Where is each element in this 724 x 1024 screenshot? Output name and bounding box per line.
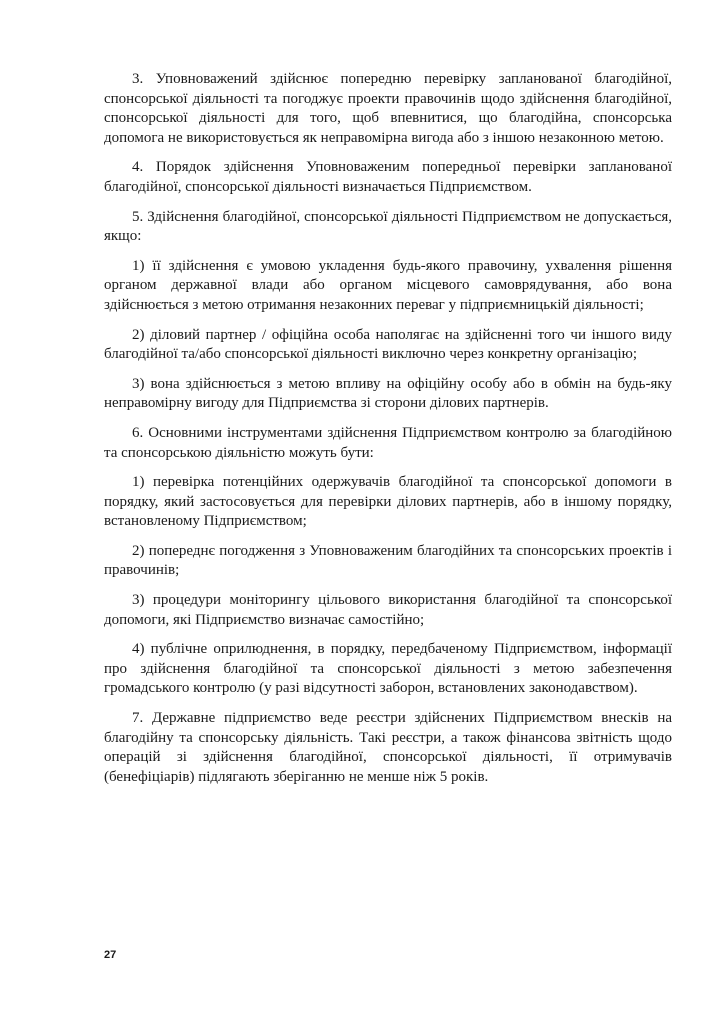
paragraph-clause-5: 5. Здійснення благодійної, спонсорської діяльності Підприємством не допускається, якщо: (104, 208, 672, 245)
paragraph-clause-4: 4. Порядок здійснення Уповноваженим попередньої перевірки запланованої благодійної, спонсорської діяльності визначається Підприємством. (104, 159, 672, 195)
page-number: 27 (104, 949, 117, 961)
paragraph-clause-6-item-4: 4) публічне оприлюднення, в порядку, передбаченому Підприємством, інформації про здійснення благодійної та спонсорської діяльності з метою забезпечення громадського контролю (у разі відсутності заборон, встановлених законодавством). (104, 641, 672, 697)
paragraph-clause-7: 7. Державне підприємство веде реєстри здійснених Підприємством внесків на благодійну та спонсорську діяльність. Такі реєстри, а також фінансова звітність щодо операцій зі здійснення благодійної, спонсорської діяльності, її отримувачів (бенефіціарів) підлягають зберіганню не менше ніж 5 років. (104, 710, 672, 785)
paragraph-clause-6-item-2: 2) попереднє погодження з Уповноваженим благодійних та спонсорських проектів і правочинів; (104, 542, 672, 579)
paragraph-clause-5-item-1: 1) її здійснення є умовою укладення будь-якого правочину, ухвалення рішення органом державної влади або органом місцевого самоврядування, або вона здійснюється з метою отримання незаконних переваг у підприємницькій діяльності; (104, 257, 672, 313)
paragraph-clause-3: 3. Уповноважений здійснює попередню перевірку запланованої благодійної, спонсорської діяльності та погоджує проекти правочинів щодо здійснення благодійної, спонсорської діяльності для того, щоб впевнитися, що благодійна, спонсорська допомога не використовується як неправомірна вигода або з іншою незаконною метою. (104, 71, 672, 146)
paragraph-clause-6: 6. Основними інструментами здійснення Підприємством контролю за благодійною та спонсорською діяльністю можуть бути: (104, 424, 672, 461)
paragraph-clause-5-item-3: 3) вона здійснюється з метою впливу на офіційну особу або в обмін на будь-яку неправомірну вигоду для Підприємства зі сторони ділових партнерів. (104, 375, 672, 412)
paragraph-clause-5-item-2: 2) діловий партнер / офіційна особа наполягає на здійсненні того чи іншого виду благодійної та/або спонсорської діяльності виключно через конкретну організацію; (104, 326, 672, 363)
document-body (104, 70, 672, 797)
paragraph-clause-6-item-1: 1) перевірка потенційних одержувачів благодійної та спонсорської допомоги в порядку, який застосовується для перевірки ділових партнерів, або в іншому порядку, встановленому Підприємством; (104, 474, 672, 530)
paragraph-clause-6-item-3: 3) процедури моніторингу цільового використання благодійної та спонсорської допомоги, які Підприємство визначає самостійно; (104, 592, 672, 628)
